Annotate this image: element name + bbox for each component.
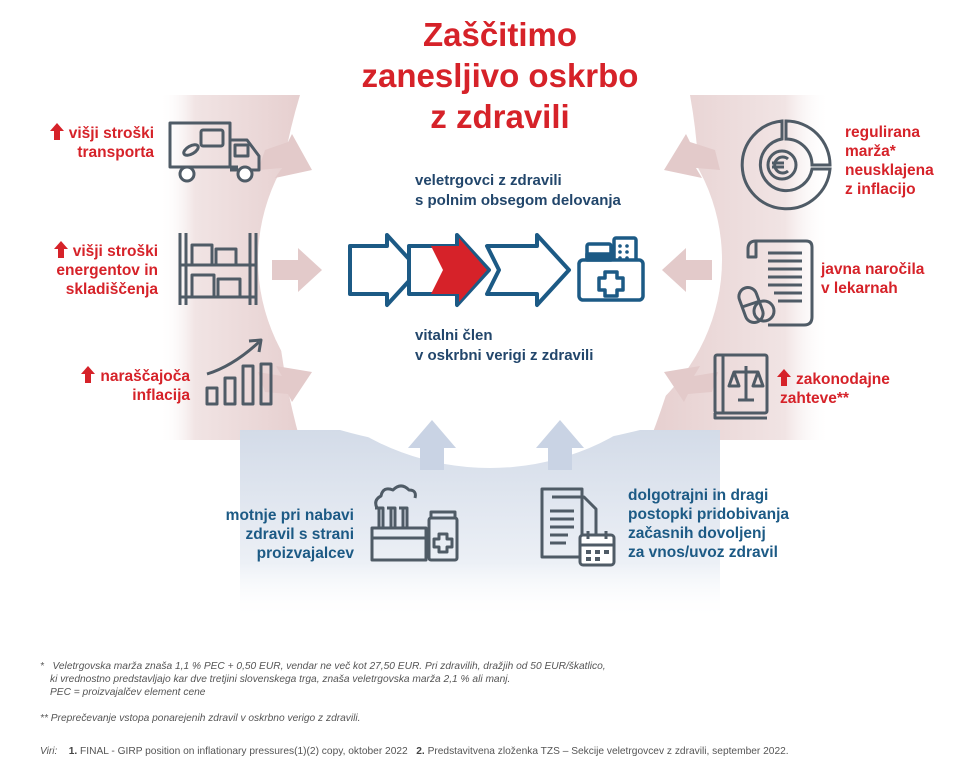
- center-bottom-line-1: vitalni člen: [415, 327, 493, 344]
- red-up-arrow-icon: [49, 123, 65, 140]
- right-item-procurement-line-2: v lekarnah: [821, 280, 898, 297]
- left-item-energy: [20, 241, 158, 299]
- right-item-legislation: [776, 369, 890, 408]
- right-item-margin-line-2: marža*: [845, 143, 896, 160]
- source-2-number: 2.: [416, 746, 425, 757]
- bottom-item-permits: [628, 486, 789, 562]
- right-item-margin-line-3: neusklajena: [845, 162, 934, 179]
- left-item-inflation-line-1: naraščajoča: [100, 368, 190, 385]
- sources-label: Viri:: [40, 746, 58, 757]
- left-item-transport-line-1: višji stroški: [68, 125, 154, 142]
- bottom-item-manufacturers-line-3: proizvajalcev: [256, 545, 354, 562]
- right-item-legislation-line-2: zahteve**: [780, 390, 849, 407]
- red-up-arrow-icon: [53, 241, 69, 258]
- documents-calendar-icon: [538, 485, 618, 569]
- warehouse-shelves-icon: [176, 231, 260, 307]
- bottom-item-permits-line-4: za vnos/uvoz zdravil: [628, 544, 778, 561]
- scroll-pills-icon: [738, 237, 814, 329]
- left-item-energy-line-3: skladiščenja: [65, 281, 158, 298]
- euro-donut-icon: [738, 117, 834, 213]
- center-bottom-line-2: v oskrbni verigi z zdravili: [415, 347, 594, 364]
- page-title: [300, 14, 700, 137]
- left-item-inflation-line-2: inflacija: [132, 387, 190, 404]
- left-item-energy-line-2: energentov in: [56, 262, 158, 279]
- growth-chart-icon: [203, 336, 275, 408]
- red-up-arrow-icon: [80, 366, 96, 383]
- right-item-margin-line-1: regulirana: [845, 124, 920, 141]
- source-2-text: Predstavitvena zloženka TZS – Sekcije veletrgovcev z zdravili, september 2022.: [427, 746, 789, 757]
- source-1-number: 1.: [68, 746, 78, 757]
- medicine-box-icon: [579, 238, 643, 300]
- factory-icon: [369, 478, 461, 564]
- footnote-2: ** Preprečevanje vstopa ponarejenih zdravil v oskrbno verigo z zdravili.: [40, 713, 361, 724]
- bottom-item-manufacturers-line-1: motnje pri nabavi: [225, 507, 354, 524]
- center-top-line-2: s polnim obsegom delovanja: [415, 192, 621, 209]
- bottom-item-manufacturers: [190, 506, 354, 563]
- right-item-margin: [845, 123, 934, 199]
- red-up-arrow-icon: [776, 369, 792, 386]
- left-item-inflation: [20, 366, 190, 405]
- left-item-transport: [20, 123, 154, 162]
- sources: [40, 745, 789, 758]
- bottom-item-permits-line-1: dolgotrajni in dragi: [628, 487, 769, 504]
- title-line-3: z zdravili: [430, 98, 570, 135]
- bottom-item-manufacturers-line-2: zdravil s strani: [245, 526, 354, 543]
- footnote-1-line-1: Veletrgovska marža znaša 1,1 % PEC + 0,50 EUR, vendar ne več kot 27,50 EUR. Pri zdravilih, dražjih od 50 EUR/škatlico,: [52, 661, 606, 672]
- supply-chain-arrows-icon: [347, 232, 647, 308]
- center-top-text: [415, 171, 621, 211]
- source-1-text: FINAL - GIRP position on inflationary pressures(1)(2) copy, oktober 2022: [80, 746, 408, 757]
- footnote-1-line-3: PEC = proizvajalčev element cene: [50, 687, 206, 698]
- footnote-1: [40, 660, 606, 699]
- right-item-procurement: [821, 260, 924, 298]
- left-item-transport-line-2: transporta: [77, 144, 154, 161]
- center-bottom-text: [415, 326, 593, 366]
- bottom-item-permits-line-2: postopki pridobivanja: [628, 506, 790, 523]
- footnote-1-marker: *: [40, 661, 44, 672]
- title-line-2: zanesljivo oskrbo: [361, 57, 639, 94]
- right-item-legislation-line-1: zakonodajne: [796, 371, 890, 388]
- title-line-1: Zaščitimo: [422, 16, 578, 53]
- right-item-procurement-line-1: javna naročila: [821, 261, 925, 278]
- truck-icon: [167, 120, 263, 184]
- center-top-line-1: veletrgovci z zdravili: [415, 172, 562, 189]
- footnote-1-line-2: ki vrednostno predstavljajo kar dve tretjini slovenskega trga, znaša veletrgovska marža 2,1 % ali manj.: [50, 674, 511, 685]
- bottom-item-permits-line-3: začasnih dovoljenj: [628, 525, 766, 542]
- left-item-energy-line-1: višji stroški: [72, 243, 158, 260]
- law-book-icon: [712, 352, 770, 422]
- right-item-margin-line-4: z inflacijo: [845, 181, 916, 198]
